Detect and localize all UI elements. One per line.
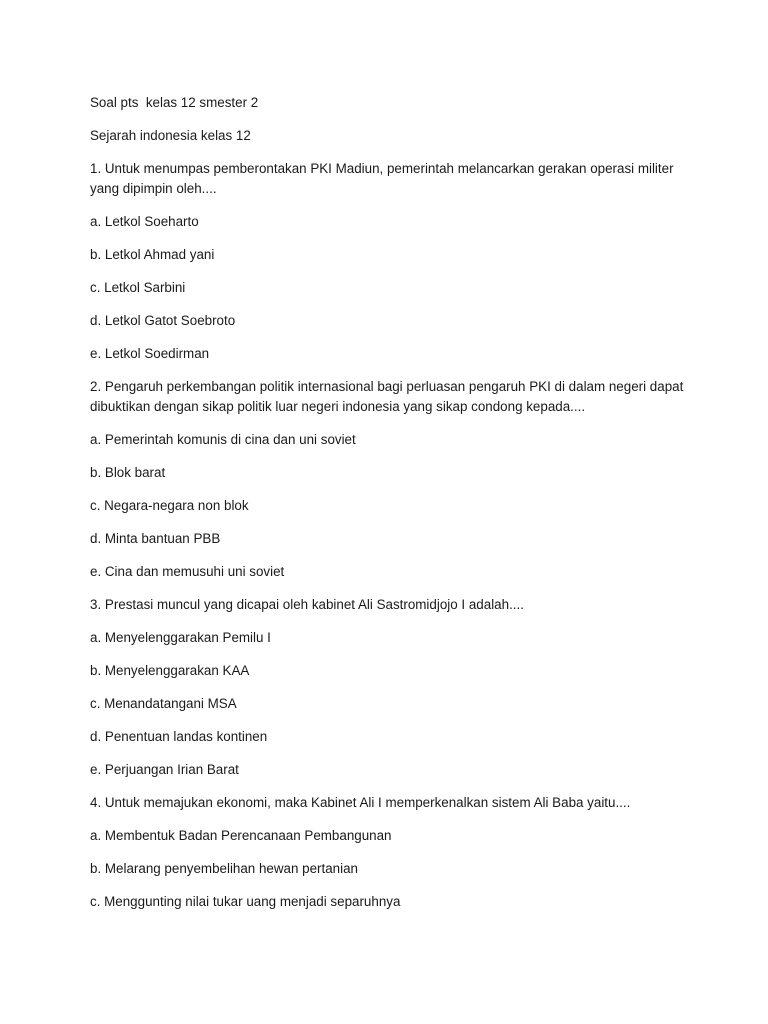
question-3-option-a: a. Menyelenggarakan Pemilu I: [90, 630, 271, 645]
question-2-option-a: a. Pemerintah komunis di cina dan uni soviet: [90, 432, 356, 447]
question-3-option-b: b. Menyelenggarakan KAA: [90, 663, 250, 678]
question-4-option-c: c. Menggunting nilai tukar uang menjadi separuhnya: [90, 894, 401, 909]
question-1-option-e: e. Letkol Soedirman: [90, 346, 210, 361]
question-1-option-c: c. Letkol Sarbini: [90, 280, 186, 295]
document-body: [90, 93, 690, 925]
question-1-option-d: d. Letkol Gatot Soebroto: [90, 313, 236, 328]
document-title: Soal pts kelas 12 smester 2: [90, 95, 259, 110]
question-4-text: 4. Untuk memajukan ekonomi, maka Kabinet Ali I memperkenalkan sistem Ali Baba yaitu....: [90, 795, 631, 810]
question-4-option-b: b. Melarang penyembelihan hewan pertanian: [90, 861, 358, 876]
question-3-option-d: d. Penentuan landas kontinen: [90, 729, 268, 744]
question-1-option-b: b. Letkol Ahmad yani: [90, 247, 215, 262]
question-3-option-c: c. Menandatangani MSA: [90, 696, 237, 711]
question-3-text: 3. Prestasi muncul yang dicapai oleh kabinet Ali Sastromidjojo I adalah....: [90, 597, 524, 612]
question-3-option-e: e. Perjuangan Irian Barat: [90, 762, 239, 777]
question-1-option-a: a. Letkol Soeharto: [90, 214, 199, 229]
question-2-option-b: b. Blok barat: [90, 465, 166, 480]
question-2-option-e: e. Cina dan memusuhi uni soviet: [90, 564, 285, 579]
document-subtitle: Sejarah indonesia kelas 12: [90, 128, 251, 143]
question-2-text: 2. Pengaruh perkembangan politik internasional bagi perluasan pengaruh PKI di dalam negeri dapat dibuktikan dengan sikap politik luar negeri indonesia yang sikap condong kepada....: [90, 379, 684, 414]
question-1-text: 1. Untuk menumpas pemberontakan PKI Madiun, pemerintah melancarkan gerakan operasi militer yang dipimpin oleh....: [90, 161, 674, 196]
question-2-option-d: d. Minta bantuan PBB: [90, 531, 221, 546]
question-2-option-c: c. Negara-negara non blok: [90, 498, 249, 513]
question-4-option-a: a. Membentuk Badan Perencanaan Pembangunan: [90, 828, 392, 843]
